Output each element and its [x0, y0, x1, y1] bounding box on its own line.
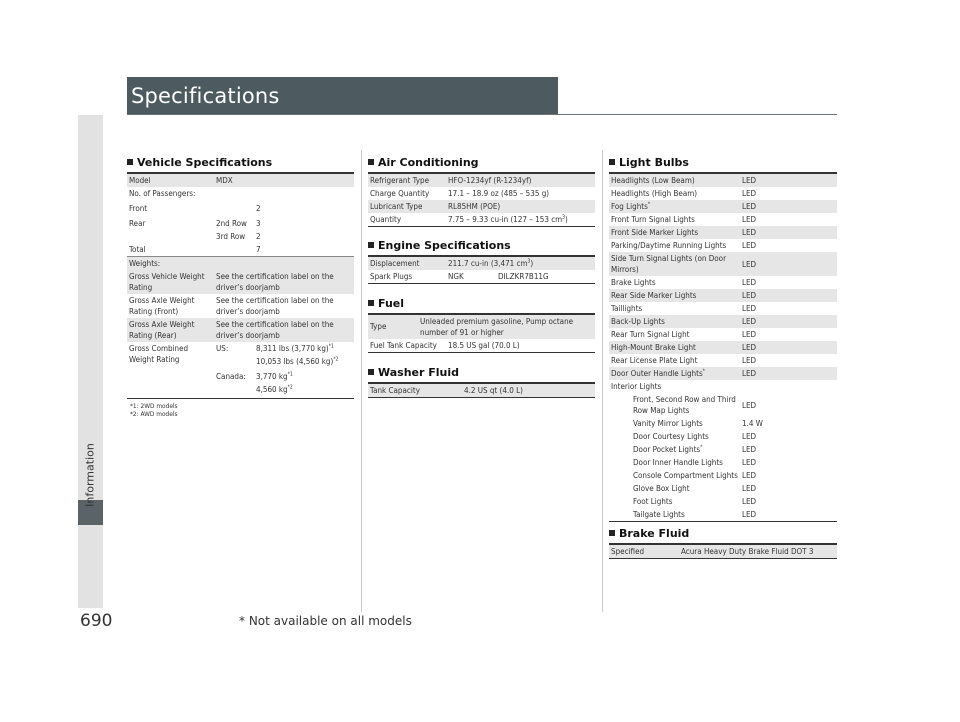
table-row: Canada: 3,770 $kg^{*1}$ — [216, 371, 293, 381]
brake-fluid-table — [609, 545, 837, 558]
table-row: Parking/Daytime Running Lights LED — [611, 241, 757, 250]
table-row: 4,560 $kg^{*2}$ — [256, 384, 293, 394]
square-bullet-icon — [127, 159, 133, 165]
column-divider — [361, 150, 362, 612]
table-row: No. of Passengers: — [129, 189, 196, 198]
section-heading: Vehicle Specifications — [127, 155, 354, 169]
table-row: Door Pocket Lights* LED — [633, 444, 757, 454]
vehicle-spec-table — [127, 174, 354, 398]
table-row: High-Mount Brake Light LED — [609, 341, 837, 354]
table-row: Displacement 211.7 cu-in (3,471 $cm^3$) — [368, 257, 595, 270]
air-conditioning-table — [368, 174, 595, 226]
brake-fluid-section — [609, 526, 837, 559]
table-row: Door Inner Handle Lights LED — [633, 458, 757, 467]
table-row: Brake Lights LED — [611, 278, 757, 287]
washer-fluid-section — [368, 365, 595, 398]
washer-fluid-table — [368, 384, 595, 397]
table-row: Headlights (Low Beam) LED — [609, 174, 837, 187]
table-row: Lubricant Type RL85HM (POE) — [368, 200, 595, 213]
table-row: Taillights LED — [611, 304, 757, 313]
table-row: Quantity 7.75 – 9.33 cu-in (127 – 153 $cm^3$) — [370, 214, 568, 224]
table-row: Refrigerant Type HFO-1234yf (R-1234yf) — [368, 174, 595, 187]
side-tab-label: Information — [83, 443, 97, 507]
section-heading: Fuel — [368, 296, 595, 310]
table-row: Weights: — [127, 257, 354, 271]
table-row: 3rd Row 2 — [216, 232, 261, 241]
table-row: Tank Capacity 4.2 US qt (4.0 L) — [368, 384, 595, 397]
section-heading: Engine Specifications — [368, 238, 595, 252]
interior-lights-table — [609, 393, 837, 521]
table-row: 10,053 lbs (4,560 kg)$^{*2}$ — [256, 356, 339, 366]
table-row: Total 7 — [129, 245, 261, 254]
column-divider — [602, 150, 603, 612]
table-row: Gross Vehicle Weight Rating See the certification label on the driver’s doorjamb — [127, 270, 354, 294]
section-heading: Light Bulbs — [609, 155, 837, 169]
square-bullet-icon — [368, 300, 374, 306]
square-bullet-icon — [368, 369, 374, 375]
table-row: Type Unleaded premium gasoline, Pump octane number of 91 or higher — [368, 315, 595, 339]
table-row: Vanity Mirror Lights 1.4 W — [633, 419, 763, 428]
table-row: Rear 2nd Row 3 — [129, 219, 261, 228]
table-row: Front, Second Row and Third Row Map Lights LED — [633, 395, 757, 415]
table-row: Back-Up Lights LED — [609, 315, 837, 328]
side-tab — [78, 115, 103, 608]
square-bullet-icon — [368, 159, 374, 165]
table-row: Charge Quantity 17.1 – 18.9 oz (485 – 535 g) — [370, 189, 550, 198]
table-row: Gross Axle Weight Rating (Front) See the certification label on the driver’s doorjamb — [129, 296, 334, 316]
table-row: Foot Lights LED — [633, 497, 757, 506]
table-row: Console Compartment Lights LED — [633, 471, 757, 480]
table-row: Tailgate Lights LED — [633, 510, 757, 519]
fuel-table — [368, 315, 595, 339]
table-row: Front Side Marker Lights LED — [609, 226, 837, 239]
table-row: Headlights (High Beam) LED — [611, 189, 757, 198]
table-row: Side Turn Signal Lights (on Door Mirrors) LED — [609, 252, 837, 276]
table-row: Gross Combined Weight Rating US: 8,311 lbs (3,770 kg)$^{*1}$ — [129, 343, 334, 364]
section-heading: Air Conditioning — [368, 155, 595, 169]
table-row: Spark Plugs NGK DILZKR7B11G — [370, 272, 549, 281]
section-heading: Washer Fluid — [368, 365, 595, 379]
engine-table — [368, 257, 595, 283]
table-row: Fuel Tank Capacity 18.5 US gal (70.0 L) — [370, 341, 520, 350]
air-conditioning-section — [368, 155, 595, 227]
engine-specifications-section — [368, 238, 595, 284]
table-row: Glove Box Light LED — [633, 484, 757, 493]
table-row: Front Turn Signal Lights LED — [611, 215, 757, 224]
table-row: Interior Lights — [611, 382, 662, 391]
vehicle-specifications-section — [127, 155, 354, 418]
table-row: Door Courtesy Lights LED — [633, 432, 757, 441]
light-bulbs-section — [609, 155, 837, 522]
fuel-capacity-table — [368, 339, 595, 352]
square-bullet-icon — [368, 242, 374, 248]
title-underline — [127, 114, 837, 115]
page-number: 690 — [80, 611, 113, 631]
table-row: Rear Side Marker Lights LED — [609, 289, 837, 302]
square-bullet-icon — [609, 530, 615, 536]
table-row: Door Outer Handle Lights* LED — [609, 367, 837, 380]
table-row: Rear Turn Signal Light LED — [611, 330, 757, 339]
page-title: Specifications — [131, 84, 280, 108]
light-bulbs-table — [609, 174, 837, 393]
square-bullet-icon — [609, 159, 615, 165]
table-row: Gross Axle Weight Rating (Rear) See the certification label on the driver’s doorjamb — [127, 318, 354, 342]
footnote: * Not available on all models — [239, 614, 412, 628]
table-row: Front 2 — [129, 204, 261, 213]
table-row: Fog Lights* LED — [609, 200, 837, 213]
table-row: Model MDX — [127, 174, 354, 187]
vehicle-notes: *1: 2WD models *2: AWD models — [130, 402, 178, 418]
table-row: Rear License Plate Light LED — [611, 356, 757, 365]
fuel-section — [368, 296, 595, 353]
section-heading: Brake Fluid — [609, 526, 837, 540]
table-row: Specified Acura Heavy Duty Brake Fluid DOT 3 — [609, 545, 837, 558]
